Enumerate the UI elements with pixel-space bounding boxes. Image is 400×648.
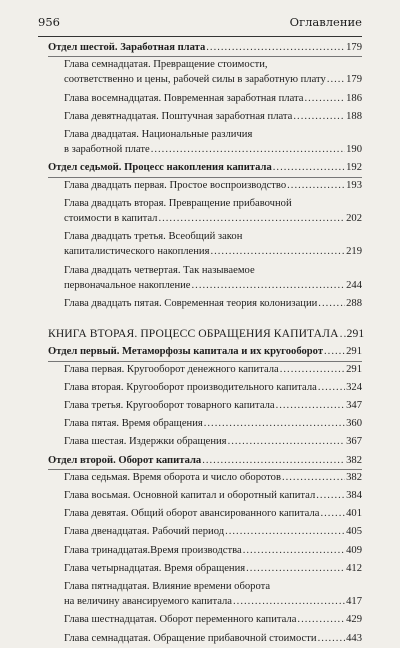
toc-section-heading-label: Отдел первый. Метаморфозы капитала и их кругооборот [48, 346, 324, 358]
toc-chapter-line [64, 245, 362, 259]
toc-chapter-line [64, 279, 362, 293]
toc-chapter-page: 360 [346, 418, 362, 430]
toc-section-heading-page: 382 [346, 454, 362, 466]
toc-chapter-label-line: Глава двадцать вторая. Превращение прибавочной [64, 197, 292, 209]
dot-leader [340, 327, 346, 341]
dot-leader [151, 143, 345, 157]
toc-chapter [0, 507, 400, 523]
toc-section-heading [0, 161, 400, 177]
toc-chapter [0, 417, 400, 433]
dot-leader [293, 110, 345, 124]
toc-chapter [0, 525, 400, 541]
toc-chapter-label: Глава вторая. Кругооборот производительного капитала [64, 381, 317, 393]
section-separator [48, 177, 362, 178]
toc-chapter-label-line: Глава пятнадцатая. Влияние времени оборота [64, 581, 271, 592]
dot-leader [228, 435, 346, 449]
toc-section-heading-label: Отдел второй. Оборот капитала [48, 454, 202, 466]
toc-section-heading-line [48, 41, 362, 55]
toc-section-heading-label: Отдел шестой. Заработная плата [48, 42, 206, 53]
toc-chapter-line [64, 507, 362, 521]
toc-chapter-label: Глава семнадцатая. Обращение прибавочной стоимости [64, 632, 317, 644]
toc-chapter-line [64, 297, 362, 311]
toc-chapter-line [64, 212, 362, 226]
toc-chapter-line [64, 110, 362, 124]
toc-chapter-page: 219 [346, 246, 362, 258]
toc-chapter-page: 405 [346, 526, 362, 538]
toc-chapter [0, 179, 400, 195]
toc-chapter-label-line: Глава двадцатая. Национальные различия [64, 129, 253, 140]
running-title: Оглавление [289, 15, 362, 29]
toc-chapter-line [64, 179, 362, 193]
toc-book-heading-line [48, 327, 365, 341]
toc-chapter-label: Глава девятнадцатая. Поштучная заработная плата [64, 110, 293, 122]
toc-chapter [0, 595, 400, 611]
dot-leader [243, 544, 345, 558]
toc-chapter-label: Глава шестнадцатая. Оборот переменного капитала [64, 614, 297, 626]
toc-chapter-label: Глава первая. Кругооборот денежного капитала [64, 363, 279, 375]
dot-leader [316, 489, 345, 503]
toc-chapter-page: 412 [346, 562, 362, 574]
toc-chapter-line [64, 381, 362, 395]
toc-chapter-page: 324 [346, 381, 362, 393]
toc-chapter-label: на величину авансируемого капитала [64, 596, 233, 608]
toc-chapter [0, 381, 400, 397]
toc-chapter-page: 443 [346, 632, 362, 644]
toc-chapter-label: Глава седьмая. Время оборота и число оборотов [64, 471, 281, 483]
dot-leader [210, 245, 345, 259]
toc-chapter-line [64, 613, 362, 627]
toc-chapter [0, 73, 400, 89]
toc-chapter-page: 244 [346, 279, 362, 291]
toc-chapter [0, 92, 400, 108]
toc-chapter-page: 401 [346, 508, 362, 520]
toc-chapter-page: 202 [346, 213, 362, 224]
toc-chapter-label: Глава восьмая. Основной капитал и оборотный капитал [64, 490, 316, 501]
dot-leader [158, 212, 345, 226]
toc-book-heading [0, 327, 400, 343]
toc-book-heading-label: КНИГА ВТОРАЯ. ПРОЦЕСС ОБРАЩЕНИЯ КАПИТАЛА [48, 327, 339, 341]
toc-chapter-line [64, 544, 362, 558]
dot-leader [273, 161, 345, 175]
toc-section-heading-line [48, 454, 362, 468]
toc-chapter [0, 143, 400, 159]
toc-chapter-label: стоимости в капитал [64, 213, 158, 224]
toc-chapter-page: 417 [346, 596, 362, 608]
dot-leader [225, 525, 345, 539]
toc-chapter [0, 399, 400, 415]
toc-chapter [0, 544, 400, 560]
toc-chapter-label: в заработной плате [64, 144, 150, 156]
dot-leader [304, 92, 345, 106]
toc-chapter [0, 212, 400, 228]
toc-chapter-line [64, 595, 362, 609]
dot-leader [324, 345, 345, 359]
toc-chapter-page: 190 [346, 144, 362, 156]
dot-leader [276, 399, 346, 413]
toc-chapter-label: Глава четырнадцатая. Время обращения [64, 562, 246, 574]
dot-leader [297, 613, 345, 627]
toc-section-heading [0, 41, 400, 57]
toc-chapter-line [64, 417, 362, 431]
toc-chapter-label: Глава третья. Кругооборот товарного капитала [64, 400, 275, 411]
toc-chapter-label: Глава двадцать пятая. Современная теория колонизации [64, 298, 318, 309]
toc-section-heading-page: 192 [346, 162, 362, 174]
dot-leader [280, 363, 345, 377]
toc-section-heading-page: 291 [346, 346, 362, 358]
dot-leader [206, 41, 345, 55]
toc-chapter-page: 367 [346, 436, 362, 448]
toc-chapter-page: 188 [346, 110, 362, 122]
toc-chapter-page: 288 [346, 298, 362, 309]
toc-chapter [0, 110, 400, 126]
section-separator [48, 469, 362, 470]
toc-chapter [0, 613, 400, 629]
toc-chapter [0, 632, 400, 648]
toc-chapter-line [64, 525, 362, 539]
dot-leader [282, 471, 345, 485]
toc-section-heading [0, 345, 400, 361]
toc-chapter-label-line: Глава двадцать четвертая. Так называемое [64, 264, 255, 276]
toc-chapter-label: Глава девятая. Общий оборот авансированного капитала [64, 508, 320, 520]
toc-chapter-line [64, 562, 362, 576]
toc-section-heading [0, 454, 400, 470]
dot-leader [318, 297, 345, 311]
toc-chapter-page: 186 [346, 92, 362, 104]
dot-leader [204, 417, 345, 431]
toc-chapter-line [64, 363, 362, 377]
toc-chapter [0, 279, 400, 295]
toc-chapter-line [64, 489, 362, 503]
toc-chapter-label: соответственно и цены, рабочей силы в заработную плату [64, 74, 326, 86]
toc-chapter-label: Глава тринадцатая.Время производства [64, 544, 242, 556]
toc-chapter-page: 429 [346, 614, 362, 626]
toc-section-heading-page: 179 [346, 42, 362, 53]
toc-chapter-page: 193 [346, 179, 362, 191]
toc-chapter-label: Глава шестая. Издержки обращения [64, 436, 227, 448]
toc-chapter-label: Глава восемнадцатая. Повременная заработная плата [64, 92, 304, 104]
section-separator [48, 56, 362, 57]
dot-leader [233, 595, 345, 609]
toc-chapter-page: 409 [346, 544, 362, 556]
toc-chapter-page: 382 [346, 471, 362, 483]
toc-chapter-page: 179 [346, 74, 362, 86]
toc-chapter-line [64, 471, 362, 485]
toc-chapter-page: 291 [346, 363, 362, 375]
dot-leader [320, 507, 345, 521]
toc-chapter-line [64, 143, 362, 157]
page-header [38, 15, 362, 33]
dot-leader [327, 73, 345, 87]
toc-chapter [0, 297, 400, 313]
dot-leader [202, 454, 345, 468]
toc-chapter-label-line: Глава семнадцатая. Превращение стоимости, [64, 59, 268, 71]
dot-leader [318, 381, 345, 395]
page-number: 956 [38, 15, 60, 29]
dot-leader [287, 179, 345, 193]
toc-chapter-page: 384 [346, 490, 362, 501]
toc-chapter-line [64, 92, 362, 106]
toc-chapter-line [64, 435, 362, 449]
toc-chapter-label: первоначальное накопление [64, 279, 191, 291]
toc-chapter-line [64, 632, 362, 646]
toc-book-heading-page: 291 [346, 327, 365, 341]
toc-chapter [0, 489, 400, 505]
dot-leader [246, 562, 345, 576]
dot-leader [192, 279, 346, 293]
toc-chapter-label: Глава двадцать первая. Простое воспроизводство [64, 179, 287, 191]
toc-section-heading-line [48, 161, 362, 175]
header-rule [38, 36, 362, 37]
toc-chapter-line [64, 73, 362, 87]
toc-chapter [0, 435, 400, 451]
toc-chapter [0, 471, 400, 487]
toc-section-heading-label: Отдел седьмой. Процесс накопления капитала [48, 162, 272, 174]
toc-chapter-label: Глава пятая. Время обращения [64, 418, 203, 430]
toc-chapter-label: Глава двенадцатая. Рабочий период [64, 526, 225, 538]
section-separator [48, 361, 362, 362]
toc-chapter-page: 347 [346, 400, 362, 411]
toc-chapter-label: капиталистического накопления [64, 246, 210, 258]
toc-section-heading-line [48, 345, 362, 359]
toc-chapter-label-line: Глава двадцать третья. Всеобщий закон [64, 231, 243, 243]
toc-chapter [0, 245, 400, 261]
dot-leader [318, 632, 346, 646]
toc-chapter-line [64, 399, 362, 413]
toc-chapter [0, 562, 400, 578]
toc-chapter [0, 363, 400, 379]
